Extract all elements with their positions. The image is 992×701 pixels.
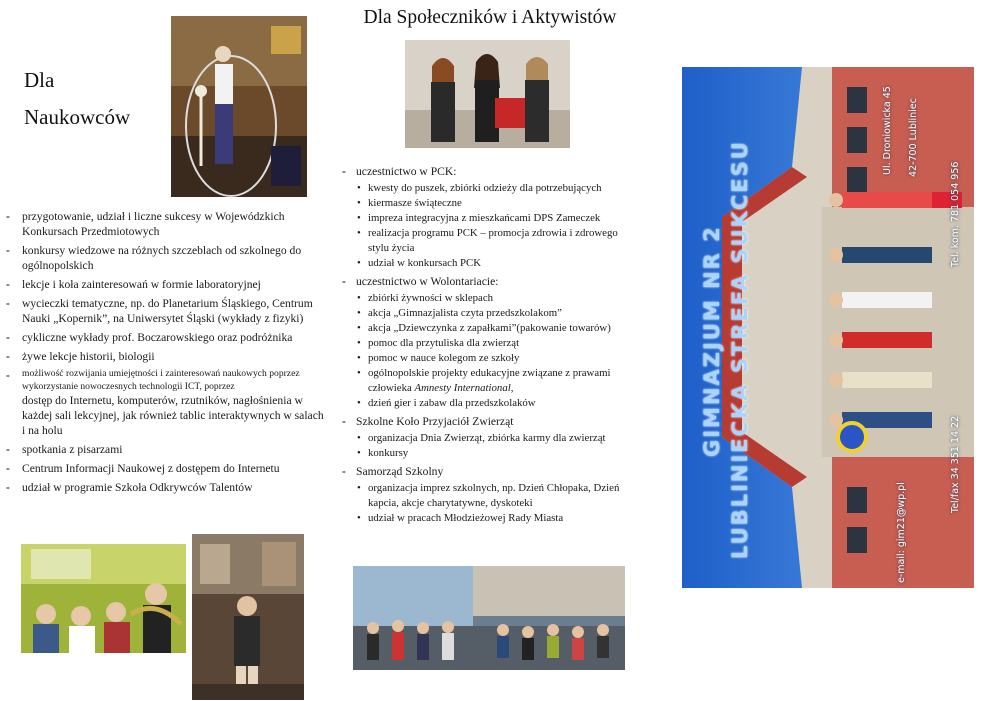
list-item: • realizacja programu PCK – promocja zdrowia i zdrowego stylu życia	[356, 226, 632, 256]
list-item: • udział w konkursach PCK	[356, 256, 632, 271]
list-item: • pomoc dla przytuliska dla zwierząt	[356, 336, 632, 351]
cover-panel	[682, 67, 974, 588]
cover-city: 42-700 Lubliniec	[908, 98, 919, 177]
left-panel-title: Dla Naukowców	[24, 68, 131, 129]
cover-telfax: Tel/fax 34 351 14 22	[950, 415, 961, 513]
list-item: • organizacja Dnia Zwierząt, zbiórka karmy dla zwierząt	[356, 431, 632, 446]
list-item: - cykliczne wykłady prof. Boczarowskiego oraz podróżnika	[6, 330, 324, 345]
list-item: • akcja „Dziewczynka z zapałkami”(pakowanie towarów)	[356, 321, 632, 336]
list-item: - lekcje i koła zainteresowań w formie laboratoryjnej	[6, 277, 324, 292]
skeleton-exhibit-photo	[171, 16, 307, 197]
classroom-snake-photo	[21, 544, 186, 653]
social-activities-list	[340, 164, 632, 529]
student-council-photo	[353, 566, 625, 670]
list-item: • akcja „Gimnazjalista czyta przedszkolakom”	[356, 306, 632, 321]
list-item: • impreza integracyjna z mieszkańcami DPS Zameczek	[356, 211, 632, 226]
section-volunteering	[340, 274, 632, 411]
list-item: • konkursy	[356, 446, 632, 461]
cover-title: GIMNAZJUM NR 2	[700, 225, 724, 457]
section-student-council	[340, 464, 632, 526]
section-heading: - Samorząd Szkolny	[356, 465, 444, 478]
list-item: • kiermasze świąteczne	[356, 196, 632, 211]
cover-tel: Tel. kom. 781 054 956	[950, 161, 961, 267]
list-item: • udział w pracach Młodzieżowej Rady Miasta	[356, 511, 632, 526]
museum-visit-photo	[192, 534, 304, 700]
list-item: • dzień gier i zabaw dla przedszkolaków	[356, 396, 632, 411]
cover-subtitle: LUBLINIECKA STREFA SUKCESU	[728, 140, 752, 559]
middle-panel-title: Dla Społeczników i Aktywistów	[363, 7, 617, 28]
school-building-image	[682, 67, 974, 588]
science-activities-list	[6, 209, 324, 499]
list-item: • ogólnopolskie projekty edukacyjne związane z prawami człowieka Amnesty International,	[356, 366, 632, 396]
volunteers-photo	[405, 40, 570, 148]
list-item: - konkursy wiedzowe na różnych szczeblach od szkolnego do ogólnopolskich	[6, 243, 324, 273]
list-item: - żywe lekcje historii, biologii	[6, 349, 324, 364]
section-heading: - uczestnictwo w Wolontariacie:	[356, 275, 499, 288]
list-item: • pomoc w nauce kolegom ze szkoły	[356, 351, 632, 366]
section-animal-club	[340, 414, 632, 461]
section-heading: - uczestnictwo w PCK:	[356, 165, 457, 178]
list-item: - wycieczki tematyczne, np. do Planetarium Śląskiego, Centrum Nauki „Kopernik”, na Uniwersytet Śląski (wykłady z fizyki)	[6, 296, 324, 326]
list-item: • organizacja imprez szkolnych, np. Dzień Chłopaka, Dzień kapcia, akcje charytatywne, dyskoteki	[356, 481, 632, 511]
list-item: • kwesty do puszek, zbiórki odzieży dla potrzebujących	[356, 181, 632, 196]
list-item: - udział w programie Szkoła Odkrywców Talentów	[6, 480, 324, 495]
list-item-small-text: - możliwość rozwijania umiejętności i zainteresowań naukowych poprzez wykorzystanie nowoczesnych technologii ICT, poprzez	[22, 368, 300, 392]
list-item: • zbiórki żywności w sklepach	[356, 291, 632, 306]
cover-street: Ul. Droniowicka 45	[882, 86, 893, 175]
section-pck	[340, 164, 632, 271]
list-item-text: dostęp do Internetu, komputerów, rzutników, nagłośnienia w każdej sali lekcyjnej, jak również tablic interaktywnych w salach i na holu	[22, 394, 324, 437]
list-item: - spotkania z pisarzami	[6, 442, 324, 457]
list-item: - Centrum Informacji Naukowej z dostępem do Internetu	[6, 461, 324, 476]
section-heading: - Szkolne Koło Przyjaciół Zwierząt	[356, 415, 514, 428]
cover-email: e-mail: gim21@wp.pl	[896, 482, 907, 583]
list-item: - przygotowanie, udział i liczne sukcesy w Wojewódzkich Konkursach Przedmiotowych	[6, 209, 324, 239]
list-item	[6, 368, 324, 438]
